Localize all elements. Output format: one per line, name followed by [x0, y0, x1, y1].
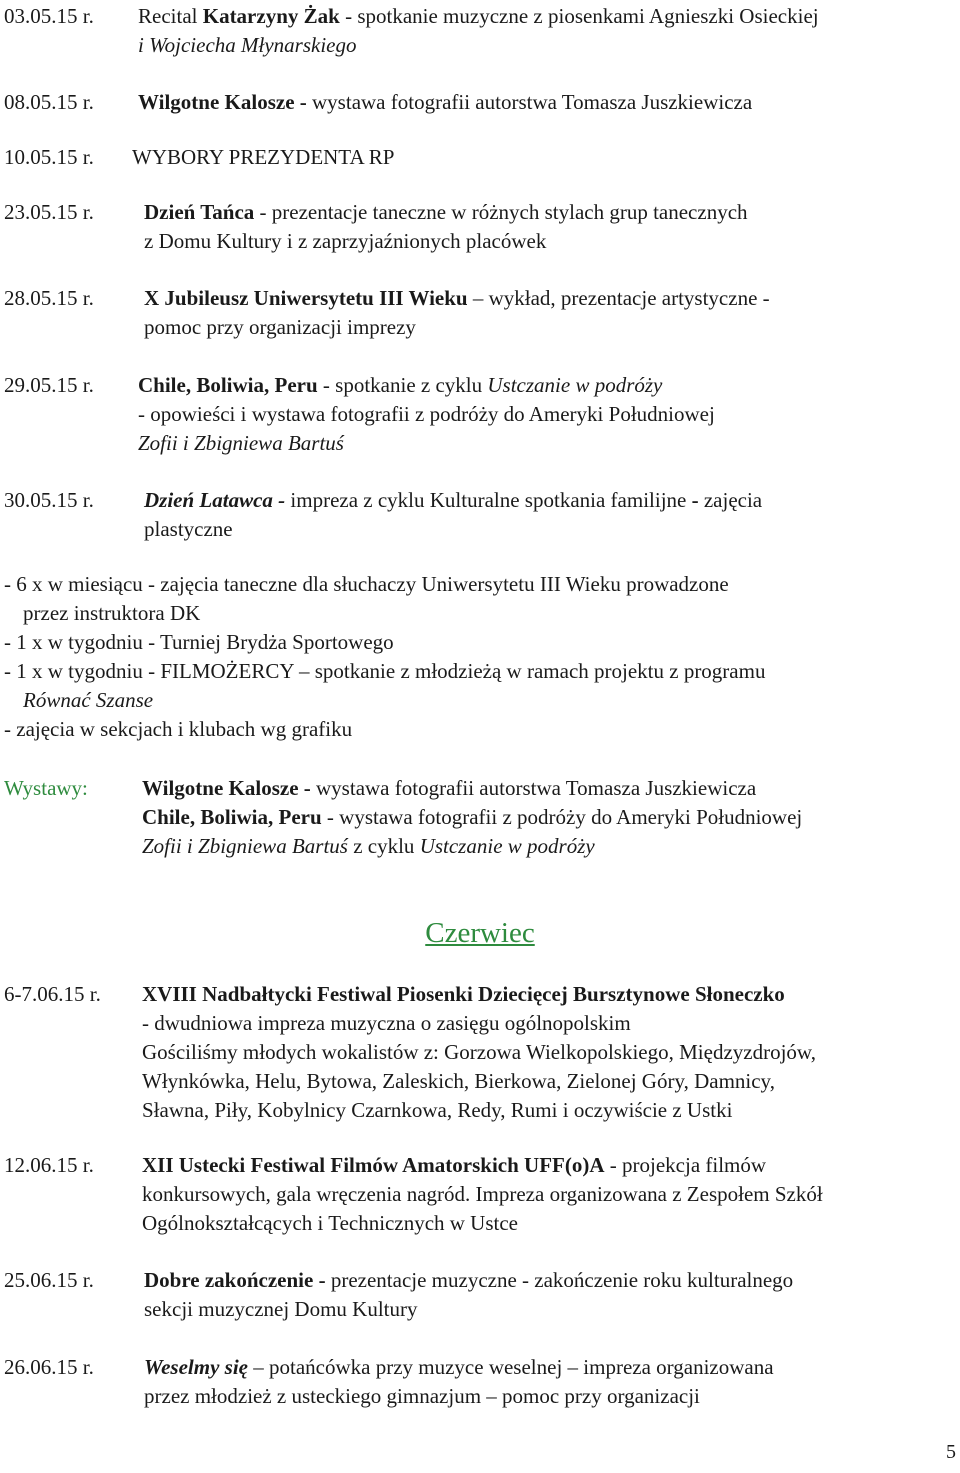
event-date: 6-7.06.15 r.	[4, 982, 101, 1006]
event-date: 26.06.15 r.	[4, 1355, 94, 1379]
exhibitions-label: Wystawy:	[4, 776, 88, 800]
event-description: Dzień Latawca - impreza z cyklu Kulturalne spotkania familijne - zajęcia plastyczne	[144, 488, 763, 541]
event-date: 30.05.15 r.	[4, 488, 94, 512]
event-date: 12.06.15 r.	[4, 1153, 94, 1177]
event-description: X Jubileusz Uniwersytetu III Wieku – wykład, prezentacje artystyczne - pomoc przy organizacji imprezy	[144, 286, 770, 339]
event-description: Recital Katarzyny Żak - spotkanie muzyczne z piosenkami Agnieszki Osieckiej i Wojciecha Młynarskiego	[138, 4, 819, 57]
event-description: Chile, Boliwia, Peru - spotkanie z cyklu Ustczanie w podróży - opowieści i wystawa fotografii z podróży do Ameryki Południowej Zofii i Zbigniewa Bartuś	[138, 373, 715, 455]
event-date: 25.06.15 r.	[4, 1268, 94, 1292]
event-date: 23.05.15 r.	[4, 200, 94, 224]
event-description: Wilgotne Kalosze - wystawa fotografii autorstwa Tomasza Juszkiewicza	[138, 90, 753, 114]
event-date: 29.05.15 r.	[4, 373, 94, 397]
event-description: XVIII Nadbałtycki Festiwal Piosenki Dziecięcej Bursztynowe Słoneczko - dwudniowa impreza muzyczna o zasięgu ogólnopolskim Gościliśmy młodych wokalistów z: Gorzowa Wielkopolskiego, Międzyzdrojów, Włynkówka, Helu, Bytowa, Zaleskich, Bierkowa, Zielonej Góry, Damnicy, Sławna, Piły, Kobylnicy Czarnkowa, Redy, Rumi i oczywiście z Ustki	[142, 982, 816, 1122]
exhibitions-list: Wilgotne Kalosze - wystawa fotografii autorstwa Tomasza Juszkiewicza Chile, Boliwia, Peru - wystawa fotografii z podróży do Ameryki Południowej Zofii i Zbigniewa Bartuś z cyklu Ustczanie w podróży	[142, 776, 803, 858]
month-heading: Czerwiec	[425, 917, 535, 949]
page-number: 5	[946, 1441, 956, 1463]
event-description: XII Ustecki Festiwal Filmów Amatorskich UFF(o)A - projekcja filmów konkursowych, gala wręczenia nagród. Impreza organizowana z Zespołem Szkół Ogólnokształcących i Technicznych w Ustce	[142, 1153, 823, 1235]
event-description: Weselmy się – potańcówka przy muzyce weselnej – impreza organizowana przez młodzież z usteckiego gimnazjum – pomoc przy organizacji	[144, 1355, 774, 1408]
event-description: Dzień Tańca - prezentacje taneczne w różnych stylach grup tanecznych z Domu Kultury i z zaprzyjaźnionych placówek	[144, 200, 748, 253]
regular-activities: - 6 x w miesiącu - zajęcia taneczne dla słuchaczy Uniwersytetu III Wieku prowadzone przez instruktora DK - 1 x w tygodniu - Turniej Brydża Sportowego - 1 x w tygodniu - FILMOŻERCY – spotkanie z młodzieżą w ramach projektu z programu Równać Szanse - zajęcia w sekcjach i klubach wg grafiku	[4, 572, 766, 741]
event-date: 10.05.15 r.	[4, 145, 94, 169]
event-date: 08.05.15 r.	[4, 90, 94, 114]
event-date: 03.05.15 r.	[4, 4, 94, 28]
event-date: 28.05.15 r.	[4, 286, 94, 310]
event-description: WYBORY PREZYDENTA RP	[132, 145, 395, 169]
event-description: Dobre zakończenie - prezentacje muzyczne - zakończenie roku kulturalnego sekcji muzycznej Domu Kultury	[144, 1268, 794, 1321]
